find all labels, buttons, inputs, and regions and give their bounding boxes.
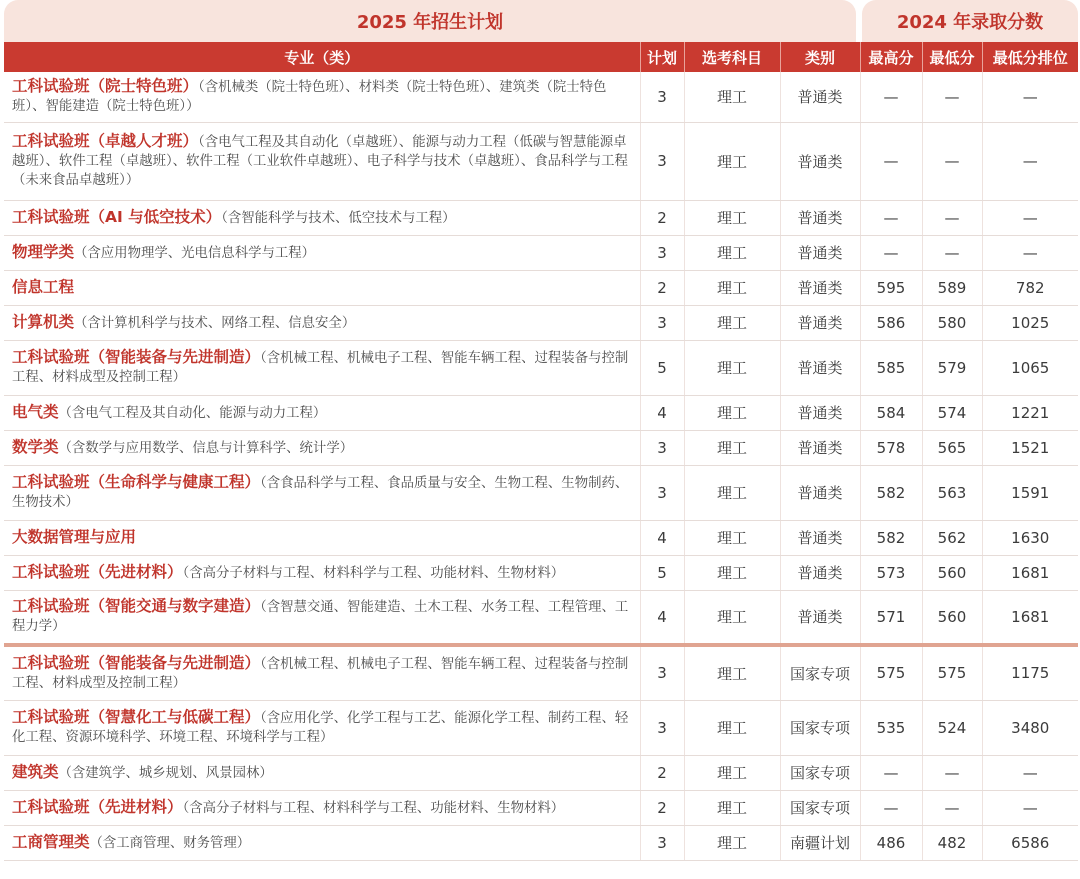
category-cell: 普通类 [780, 520, 860, 555]
major-cell [4, 825, 640, 860]
major-description: （含食品科学与工程、食品质量与安全、生物工程、生物制药、生物技术） [12, 476, 629, 510]
plan-cell: 3 [640, 465, 684, 520]
table-row [4, 825, 1078, 860]
scores-2024-banner: 2024 年录取分数 [862, 0, 1078, 42]
min-rank-cell: 782 [982, 270, 1078, 305]
table-row [4, 790, 1078, 825]
min-score-cell: 579 [922, 340, 982, 395]
major-cell [4, 72, 640, 122]
subject-cell: 理工 [684, 200, 780, 235]
min-score-cell: 589 [922, 270, 982, 305]
category-cell: 国家专项 [780, 790, 860, 825]
max-score-cell: 582 [860, 465, 922, 520]
table-row [4, 430, 1078, 465]
major-description: （含应用物理学、光电信息科学与工程） [74, 245, 316, 261]
max-score-cell: 486 [860, 825, 922, 860]
min-rank-cell: 6586 [982, 825, 1078, 860]
major-cell [4, 430, 640, 465]
max-score-cell: 586 [860, 305, 922, 340]
major-name: 工科试验班（生命科学与健康工程） [12, 473, 261, 491]
major-description: （含机械类（院士特色班）、材料类（院士特色班）、建筑类（院士特色班）、智能建造（院士特色班）） [12, 80, 607, 115]
plan-cell: 5 [640, 555, 684, 590]
major-name: 工科试验班（院士特色班） [12, 77, 199, 96]
category-cell: 普通类 [780, 430, 860, 465]
subject-cell: 理工 [684, 520, 780, 555]
table-row [4, 555, 1078, 590]
min-score-cell: 565 [922, 430, 982, 465]
min-score-cell: — [922, 755, 982, 790]
subject-cell: 理工 [684, 72, 780, 122]
subject-cell: 理工 [684, 555, 780, 590]
major-name: 工科试验班（先进材料） [12, 797, 183, 816]
major-name: 计算机类 [12, 312, 75, 331]
min-rank-cell: 1681 [982, 590, 1078, 645]
plan-cell: 4 [640, 590, 684, 645]
table-row [4, 465, 1078, 520]
major-description: （含机械工程、机械电子工程、智能车辆工程、过程装备与控制工程、材料成型及控制工程） [12, 656, 629, 691]
plan-cell: 2 [640, 790, 684, 825]
subject-cell: 理工 [684, 270, 780, 305]
min-score-cell: 562 [922, 520, 982, 555]
min-rank-cell: — [982, 790, 1078, 825]
major-name: 数学类 [12, 437, 59, 456]
col-header-category: 类别 [780, 42, 860, 72]
major-name: 工科试验班（智能装备与先进制造） [12, 653, 261, 672]
max-score-cell: 575 [860, 645, 922, 700]
major-cell [4, 555, 640, 590]
min-score-cell: 580 [922, 305, 982, 340]
major-name: 大数据管理与应用 [12, 527, 137, 546]
subject-cell: 理工 [684, 645, 780, 700]
category-cell: 普通类 [780, 270, 860, 305]
major-description: （含电气工程及其自动化（卓越班）、能源与动力工程（低碳与智慧能源卓越班）、软件工程（卓越班）、软件工程（工业软件卓越班）、电子科学与技术（卓越班）、食品科学与工程（未来食品卓越班）） [12, 135, 628, 188]
table-row [4, 235, 1078, 270]
max-score-cell: 584 [860, 395, 922, 430]
min-score-cell: 524 [922, 700, 982, 755]
min-score-cell: — [922, 790, 982, 825]
min-rank-cell: — [982, 122, 1078, 200]
max-score-cell: — [860, 72, 922, 122]
subject-cell: 理工 [684, 305, 780, 340]
subject-cell: 理工 [684, 825, 780, 860]
major-name: 电气类 [12, 402, 59, 421]
table-row [4, 520, 1078, 555]
plan-cell: 4 [640, 395, 684, 430]
plan-cell: 3 [640, 72, 684, 122]
plan-cell: 3 [640, 700, 684, 755]
min-rank-cell: — [982, 755, 1078, 790]
min-score-cell: 563 [922, 465, 982, 520]
max-score-cell: — [860, 122, 922, 200]
plan-cell: 3 [640, 825, 684, 860]
major-cell [4, 700, 640, 755]
major-cell [4, 755, 640, 790]
category-cell: 南疆计划 [780, 825, 860, 860]
max-score-cell: 595 [860, 270, 922, 305]
plan-cell: 3 [640, 235, 684, 270]
subject-cell: 理工 [684, 235, 780, 270]
major-description: （含电气工程及其自动化、能源与动力工程） [58, 405, 327, 421]
min-rank-cell: 1175 [982, 645, 1078, 700]
min-score-cell: — [922, 122, 982, 200]
min-rank-cell: 1591 [982, 465, 1078, 520]
major-description: （含高分子材料与工程、材料科学与工程、功能材料、生物材料） [182, 800, 565, 816]
subject-cell: 理工 [684, 395, 780, 430]
plan-cell: 2 [640, 200, 684, 235]
major-name: 物理学类 [12, 242, 75, 261]
col-header-max-score: 最高分 [860, 42, 922, 72]
min-score-cell: 560 [922, 590, 982, 645]
table-row [4, 340, 1078, 395]
category-cell: 国家专项 [780, 645, 860, 700]
min-score-cell: 575 [922, 645, 982, 700]
subject-cell: 理工 [684, 465, 780, 520]
major-description: （含智慧交通、智能建造、土木工程、水务工程、工程管理、工程力学） [12, 600, 629, 635]
min-rank-cell: 1065 [982, 340, 1078, 395]
col-header-plan: 计划 [640, 42, 684, 72]
major-cell [4, 200, 640, 235]
major-cell [4, 340, 640, 395]
major-description: （含建筑学、城乡规划、风景园林） [58, 765, 273, 781]
max-score-cell: 585 [860, 340, 922, 395]
major-name: 信息工程 [12, 277, 75, 296]
major-name: 工科试验班（先进材料） [12, 562, 183, 581]
header-row [4, 42, 1078, 72]
category-cell: 普通类 [780, 590, 860, 645]
table-row [4, 755, 1078, 790]
category-cell: 普通类 [780, 465, 860, 520]
category-cell: 国家专项 [780, 755, 860, 790]
min-rank-cell: — [982, 72, 1078, 122]
max-score-cell: — [860, 200, 922, 235]
subject-cell: 理工 [684, 700, 780, 755]
min-score-cell: — [922, 72, 982, 122]
top-banners [0, 0, 1080, 42]
subject-cell: 理工 [684, 790, 780, 825]
table-row [4, 122, 1078, 200]
category-cell: 普通类 [780, 72, 860, 122]
max-score-cell: — [860, 790, 922, 825]
major-cell [4, 520, 640, 555]
category-cell: 普通类 [780, 340, 860, 395]
major-cell [4, 305, 640, 340]
plan-cell: 3 [640, 305, 684, 340]
major-description: （含数学与应用数学、信息与计算科学、统计学） [58, 440, 354, 456]
category-cell: 普通类 [780, 235, 860, 270]
max-score-cell: 573 [860, 555, 922, 590]
table-row [4, 305, 1078, 340]
major-cell [4, 270, 640, 305]
max-score-cell: 582 [860, 520, 922, 555]
major-cell [4, 590, 640, 645]
subject-cell: 理工 [684, 755, 780, 790]
min-rank-cell: — [982, 235, 1078, 270]
major-description: （含计算机科学与技术、网络工程、信息安全） [74, 315, 356, 331]
major-name: 建筑类 [12, 762, 59, 781]
max-score-cell: 578 [860, 430, 922, 465]
table-row [4, 590, 1078, 645]
major-name: 工科试验班（AI 与低空技术） [12, 207, 222, 226]
major-name: 工科试验班（智慧化工与低碳工程） [12, 708, 261, 726]
category-cell: 普通类 [780, 395, 860, 430]
min-rank-cell: 1521 [982, 430, 1078, 465]
min-rank-cell: 1025 [982, 305, 1078, 340]
col-header-min-score: 最低分 [922, 42, 982, 72]
category-cell: 国家专项 [780, 700, 860, 755]
plan-cell: 2 [640, 755, 684, 790]
max-score-cell: — [860, 235, 922, 270]
major-description: （含高分子材料与工程、材料科学与工程、功能材料、生物材料） [182, 565, 565, 581]
major-cell [4, 790, 640, 825]
plan-cell: 5 [640, 340, 684, 395]
major-description: （含智能科学与技术、低空技术与工程） [221, 210, 456, 226]
plan-cell: 3 [640, 645, 684, 700]
table-row [4, 700, 1078, 755]
major-name: 工科试验班（卓越人才班） [12, 132, 199, 150]
major-name: 工科试验班（智能装备与先进制造） [12, 348, 261, 366]
subject-cell: 理工 [684, 430, 780, 465]
col-header-min-rank: 最低分排位 [982, 42, 1078, 72]
major-cell [4, 465, 640, 520]
major-cell [4, 645, 640, 700]
major-cell [4, 235, 640, 270]
plan-2025-banner: 2025 年招生计划 [4, 0, 856, 42]
min-score-cell: 574 [922, 395, 982, 430]
col-header-subject: 选考科目 [684, 42, 780, 72]
max-score-cell: — [860, 755, 922, 790]
min-rank-cell: 3480 [982, 700, 1078, 755]
major-description: （含工商管理、财务管理） [89, 835, 251, 851]
min-score-cell: 560 [922, 555, 982, 590]
category-cell: 普通类 [780, 200, 860, 235]
plan-cell: 3 [640, 122, 684, 200]
table-row [4, 270, 1078, 305]
max-score-cell: 571 [860, 590, 922, 645]
major-name: 工商管理类 [12, 832, 90, 851]
major-description: （含应用化学、化学工程与工艺、能源化学工程、制药工程、轻化工程、资源环境科学、环境工程、环境科学与工程） [12, 711, 629, 745]
subject-cell: 理工 [684, 340, 780, 395]
max-score-cell: 535 [860, 700, 922, 755]
plan-cell: 2 [640, 270, 684, 305]
min-score-cell: — [922, 235, 982, 270]
min-rank-cell: 1221 [982, 395, 1078, 430]
category-cell: 普通类 [780, 122, 860, 200]
major-name: 工科试验班（智能交通与数字建造） [12, 597, 261, 616]
major-cell [4, 395, 640, 430]
min-rank-cell: 1630 [982, 520, 1078, 555]
subject-cell: 理工 [684, 122, 780, 200]
plan-cell: 3 [640, 430, 684, 465]
table-row [4, 72, 1078, 122]
major-cell [4, 122, 640, 200]
subject-cell: 理工 [684, 590, 780, 645]
min-score-cell: — [922, 200, 982, 235]
major-description: （含机械工程、机械电子工程、智能车辆工程、过程装备与控制工程、材料成型及控制工程） [12, 351, 629, 385]
admission-table [4, 42, 1078, 861]
min-score-cell: 482 [922, 825, 982, 860]
min-rank-cell: — [982, 200, 1078, 235]
min-rank-cell: 1681 [982, 555, 1078, 590]
plan-cell: 4 [640, 520, 684, 555]
table-row [4, 200, 1078, 235]
table-row [4, 645, 1078, 700]
category-cell: 普通类 [780, 305, 860, 340]
table-row [4, 395, 1078, 430]
category-cell: 普通类 [780, 555, 860, 590]
col-header-major: 专业（类） [4, 42, 640, 72]
